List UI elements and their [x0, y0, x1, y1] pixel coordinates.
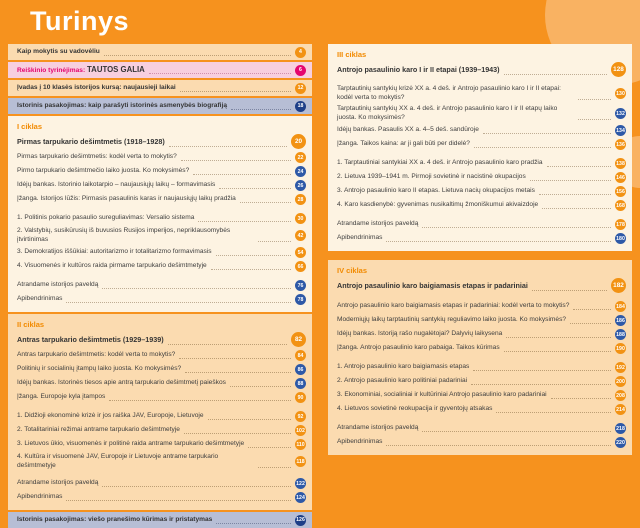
toc-columns [8, 44, 632, 528]
intro-row-historical-narrative-1 [8, 98, 312, 114]
toc-row[interactable] [17, 453, 306, 470]
section-cycle-3 [328, 44, 632, 251]
page-number-badge: 178 [615, 219, 626, 230]
toc-row[interactable] [17, 166, 306, 177]
toc-row[interactable] [337, 343, 626, 354]
dotted-leader [230, 386, 291, 387]
dotted-leader [551, 398, 611, 399]
dotted-leader [473, 370, 611, 371]
toc-row[interactable] [17, 280, 306, 291]
page-number-badge: 182 [611, 278, 626, 293]
page-number-badge: 126 [295, 515, 306, 526]
dotted-leader [198, 221, 291, 222]
toc-entry-label: Pirmas tarpukario dešimtmetis: kodėl verta to mokytis? [17, 153, 177, 161]
page-number-badge: 92 [295, 411, 306, 422]
page-number-badge: 184 [615, 301, 626, 312]
page-number-badge: 134 [615, 125, 626, 136]
toc-row[interactable] [17, 152, 306, 163]
toc-row[interactable] [17, 83, 306, 94]
toc-entry-label: 1. Didžioji ekonominė krizė ir jos raiška JAV, Europoje, Lietuvoje [17, 412, 204, 420]
toc-row[interactable] [17, 294, 306, 305]
toc-row[interactable] [337, 186, 626, 197]
toc-entry-label: 2. Valstybių, susikūrusių iš buvusios Rusijos imperijos, nepriklausomybės įtvirtinimas [17, 227, 231, 243]
page-number-badge: 132 [615, 108, 626, 119]
dotted-leader [216, 523, 291, 524]
toc-row[interactable] [337, 404, 626, 415]
dotted-leader [168, 344, 287, 345]
intro-row-course-intro [8, 80, 312, 96]
toc-entry-label: Antrojo pasaulinio karo baigiamasis etapas ir padariniai: kodėl verta to mokytis? [337, 302, 570, 310]
dotted-leader [532, 290, 607, 291]
page-number-badge: 30 [295, 213, 306, 224]
dotted-leader [180, 91, 291, 92]
dotted-leader [504, 74, 607, 75]
page-number-badge: 188 [615, 329, 626, 340]
toc-entry-label: Idėjų bankas. Istorinės tiesos apie antrą tarpukario dešimtmetį paieškos [17, 379, 226, 387]
page-number-badge: 66 [295, 261, 306, 272]
toc-entry-label: 3. Ekonominiai, socialiniai ir kultūriniai Antrojo pasaulinio karo padariniai [337, 391, 547, 399]
toc-entry-label: 3. Demokratijos iššūkiai: autoritarizmo ir totalitarizmo formavimasis [17, 248, 212, 256]
toc-entry-label: Istorinis pasakojimas: viešo pranešimo kūrimas ir pristatymas [17, 515, 213, 523]
page-number-badge: 214 [615, 404, 626, 415]
dotted-leader [149, 73, 291, 74]
section-cycle-4 [328, 260, 632, 455]
dotted-leader [422, 431, 611, 432]
toc-entry-label: Apibendrinimas [337, 438, 383, 446]
dotted-leader [169, 146, 287, 147]
section-header: IV ciklas [337, 266, 368, 276]
toc-entry-label: Įžanga. Taikos kaina: ar ji gali būti per didelė? [337, 140, 470, 148]
toc-entry-label: Antras tarpukario dešimtmetis: kodėl verta to mokytis? [17, 351, 176, 359]
toc-entry-label: Atrandame istorijos paveldą [17, 479, 99, 487]
dotted-leader [547, 166, 612, 167]
dotted-leader [184, 433, 291, 434]
section-header: III ciklas [337, 50, 367, 59]
page-number-badge: 200 [615, 376, 626, 387]
dotted-leader [504, 351, 611, 352]
toc-row[interactable] [337, 62, 626, 77]
dotted-leader [185, 372, 291, 373]
toc-row[interactable] [337, 125, 626, 136]
toc-row[interactable] [337, 139, 626, 150]
toc-row[interactable] [17, 180, 306, 191]
toc-row[interactable] [337, 376, 626, 387]
dotted-leader [386, 445, 611, 446]
toc-entry-label: 1. Antrojo pasaulinio karo baigiamasis etapas [337, 363, 470, 371]
toc-entry-label: Įvadas į 10 klasės istorijos kursą: naujausieji laikai [17, 83, 176, 91]
toc-entry-label: Idėjų bankas. Istoriją rašo nugalėtojai? Dalyvių laikysena [337, 330, 503, 338]
dotted-leader [471, 384, 611, 385]
toc-row[interactable] [17, 378, 306, 389]
section-cycle-1 [8, 116, 312, 312]
toc-row[interactable] [17, 227, 306, 244]
toc-row[interactable] [337, 315, 626, 326]
dotted-leader [573, 309, 611, 310]
page-number-badge: 28 [295, 194, 306, 205]
page-number-badge: 208 [615, 390, 626, 401]
dotted-leader [483, 133, 611, 134]
toc-entry-label: 1. Politinis pokario pasaulio sureguliavimas: Versalio sistema [17, 214, 195, 222]
toc-entry-label: Pirmas tarpukario dešimtmetis (1918–1928) [17, 136, 165, 146]
toc-row[interactable] [17, 392, 306, 403]
toc-entry-label: Įžanga. Antrojo pasaulinio karo pabaiga. Taikos kūrimas [337, 344, 500, 352]
dotted-leader [109, 400, 291, 401]
page-number-badge: 42 [295, 230, 306, 241]
toc-entry-label: Politinių ir socialinių įtampų laiko juosta. Ko mokysimės? [17, 365, 182, 373]
toc-row[interactable] [17, 411, 306, 422]
page-number-badge: 82 [291, 332, 306, 347]
dotted-leader [258, 241, 291, 242]
toc-entry-label: Apibendrinimas [17, 295, 63, 303]
toc-entry-label: 1. Tarptautiniai santykiai XX a. 4 deš. ir Antrojo pasaulinio karo pradžia [337, 159, 543, 167]
toc-entry-label: Antrojo pasaulinio karo baigiamasis etapas ir padariniai [337, 281, 528, 291]
toc-entry-label: 2. Totalitariniai režimai antrame tarpukario dešimtmetyje [17, 426, 180, 434]
page-number-badge: 24 [295, 166, 306, 177]
dotted-leader [231, 109, 291, 110]
dotted-leader [102, 486, 291, 487]
page-number-badge: 22 [295, 152, 306, 163]
dotted-leader [542, 208, 611, 209]
dotted-leader [578, 99, 611, 100]
toc-row[interactable] [337, 278, 626, 293]
page-number-badge: 78 [295, 294, 306, 305]
page-number-badge: 130 [615, 88, 626, 99]
toc-entry-label: Antrojo pasaulinio karo I ir II etapai (1939–1943) [337, 64, 500, 74]
toc-row[interactable] [17, 364, 306, 375]
toc-entry-label: Moderniųjų laikų tarptautinių santykių reguliavimo laiko juosta. Ko mokysimės? [337, 316, 567, 324]
page-number-badge: 218 [615, 423, 626, 434]
page-number-badge: 190 [615, 343, 626, 354]
page-number-badge: 122 [295, 478, 306, 489]
toc-entry-label: Tarptautinių santykių XX a. 4 deš. ir Antrojo pasaulinio karo I ir II etapų laiko juosta. Ko mokysimės? [337, 105, 558, 121]
page-number-badge: 180 [615, 233, 626, 244]
page-number-badge: 88 [295, 378, 306, 389]
toc-entry-label: Pirmo tarpukario dešimtmečio laiko juosta. Ko mokysimės? [17, 167, 190, 175]
toc-row[interactable] [337, 105, 626, 122]
toc-row[interactable] [337, 233, 626, 244]
toc-entry-label: Atrandame istorijos paveldą [337, 424, 419, 432]
page-number-badge: 6 [295, 65, 306, 76]
page-number-badge: 86 [295, 364, 306, 375]
toc-entry-label: 4. Visuomenės ir kultūros raida pirmame tarpukario dešimtmetyje [17, 262, 207, 270]
toc-row[interactable] [337, 329, 626, 340]
page-number-badge: 128 [611, 62, 626, 77]
toc-column-left [8, 44, 312, 528]
toc-row[interactable] [337, 172, 626, 183]
dotted-leader [181, 160, 291, 161]
section-cycle-2 [8, 314, 312, 510]
page-number-badge: 20 [291, 134, 306, 149]
page-number-badge: 4 [295, 47, 306, 58]
toc-entry-label: Apibendrinimas [17, 493, 63, 501]
toc-row[interactable] [17, 194, 306, 205]
page-number-badge: 76 [295, 280, 306, 291]
section-header: I ciklas [17, 122, 43, 131]
toc-row[interactable] [17, 439, 306, 450]
toc-row[interactable] [337, 158, 626, 169]
page-number-badge: 192 [615, 362, 626, 373]
dotted-leader [386, 241, 611, 242]
dotted-leader [208, 419, 291, 420]
dotted-leader [219, 188, 291, 189]
toc-entry-label [17, 65, 145, 76]
toc-row[interactable] [337, 390, 626, 401]
toc-row[interactable] [337, 219, 626, 230]
toc-entry-label: Kaip mokytis su vadovėliu [17, 47, 100, 55]
toc-row[interactable] [17, 101, 306, 112]
toc-row[interactable] [17, 478, 306, 489]
dotted-leader [570, 323, 611, 324]
toc-entry-label: Idėjų bankas. Pasaulis XX a. 4–5 deš. sandūroje [337, 126, 479, 134]
toc-entry-label: Istorinis pasakojimas: kaip parašyti istorinės asmenybės biografiją [17, 101, 227, 109]
page-number-badge: 102 [295, 425, 306, 436]
toc-entry-label: 4. Lietuvos sovietinė reokupacija ir gyventojų atsakas [337, 405, 493, 413]
toc-row[interactable] [17, 47, 306, 58]
dotted-leader [216, 255, 291, 256]
toc-entry-label: Atrandame istorijos paveldą [337, 220, 419, 228]
page-number-badge: 156 [615, 186, 626, 197]
toc-entry-highlight: TAUTOS GALIA [87, 64, 145, 74]
page-number-badge: 90 [295, 392, 306, 403]
toc-entry-label: Įžanga. Istorijos lūžis: Pirmasis pasaulinis karas ir naujausiųjų laikų pradžia [17, 195, 236, 203]
toc-entry-label: 4. Karo kasdienybė: gyvenimas nusikaltimų žmoniškumui akivaizdoje [337, 201, 539, 209]
page-number-badge: 146 [615, 172, 626, 183]
dotted-leader [66, 302, 291, 303]
dotted-leader [104, 55, 291, 56]
dotted-leader [496, 412, 611, 413]
toc-entry-label: Tarptautinių santykių krizė XX a. 4 deš. ir Antrojo pasaulinio karo I ir II etapai: kodėl verta to mokytis? [337, 85, 561, 101]
toc-entry-label: Atrandame istorijos paveldą [17, 281, 99, 289]
toc-row[interactable] [17, 247, 306, 258]
page-number-badge: 138 [615, 158, 626, 169]
dotted-leader [539, 194, 611, 195]
intro-row-how-to-learn [8, 44, 312, 60]
toc-entry-label: 2. Lietuva 1939–1941 m. Pirmoji sovietinė ir nacistinė okupacijos [337, 173, 526, 181]
toc-row[interactable] [337, 200, 626, 211]
toc-row[interactable] [337, 423, 626, 434]
page-number-badge: 186 [615, 315, 626, 326]
dotted-leader [248, 447, 291, 448]
toc-row[interactable] [17, 492, 306, 503]
dotted-leader [258, 467, 291, 468]
toc-row[interactable] [17, 213, 306, 224]
page-number-badge: 110 [295, 439, 306, 450]
dotted-leader [193, 174, 291, 175]
dotted-leader [179, 358, 291, 359]
toc-row[interactable] [17, 261, 306, 272]
toc-column-right [328, 44, 632, 455]
toc-row[interactable] [17, 350, 306, 361]
toc-row[interactable] [17, 332, 306, 347]
intro-row-phenomenon-study [8, 62, 312, 78]
dotted-leader [66, 500, 291, 501]
page-number-badge: 136 [615, 139, 626, 150]
dotted-leader [474, 147, 611, 148]
page-number-badge: 124 [295, 492, 306, 503]
toc-row[interactable] [337, 437, 626, 448]
page-number-badge: 168 [615, 200, 626, 211]
dotted-leader [506, 337, 611, 338]
toc-entry-label: Įžanga. Europoje kyla įtampos [17, 393, 106, 401]
page-number-badge: 18 [295, 101, 306, 112]
toc-row[interactable] [337, 362, 626, 373]
section-header: II ciklas [17, 320, 45, 330]
toc-entry-label: 3. Lietuvos ūkio, visuomenės ir politinė raida antrame tarpukario dešimtmetyje [17, 440, 245, 448]
intro-row-historical-narrative-2 [8, 512, 312, 528]
toc-entry-label: Idėjų bankas. Istorinio laikotarpio – naujausiųjų laikų – formavimasis [17, 181, 216, 189]
dotted-leader [211, 269, 291, 270]
page-number-badge: 12 [295, 83, 306, 94]
page-title: Turinys [30, 6, 130, 36]
page-number-badge: 54 [295, 247, 306, 258]
page-number-badge: 26 [295, 180, 306, 191]
dotted-leader [102, 288, 291, 289]
toc-row[interactable] [17, 134, 306, 149]
dotted-leader [240, 202, 291, 203]
toc-row[interactable] [17, 425, 306, 436]
toc-entry-label: 4. Kultūra ir visuomenė JAV, Europoje ir Lietuvoje antrame tarpukario dešimtmetyje [17, 453, 219, 469]
dotted-leader [578, 119, 611, 120]
toc-row[interactable] [17, 65, 306, 76]
toc-entry-label: 2. Antrojo pasaulinio karo politiniai padariniai [337, 377, 468, 385]
toc-row[interactable] [337, 301, 626, 312]
toc-row[interactable] [337, 85, 626, 102]
dotted-leader [530, 180, 611, 181]
page-number-badge: 118 [295, 456, 306, 467]
toc-entry-label: Antras tarpukario dešimtmetis (1929–1939) [17, 334, 164, 344]
toc-entry-label: 3. Antrojo pasaulinio karo II etapas. Lietuva nacių okupacijos metais [337, 187, 535, 195]
page-number-badge: 84 [295, 350, 306, 361]
page-number-badge: 220 [615, 437, 626, 448]
dotted-leader [422, 227, 611, 228]
toc-entry-prefix: Reiškinio tyrinėjimas: [17, 66, 87, 74]
toc-row[interactable] [17, 515, 306, 526]
toc-entry-label: Apibendrinimas [337, 234, 383, 242]
